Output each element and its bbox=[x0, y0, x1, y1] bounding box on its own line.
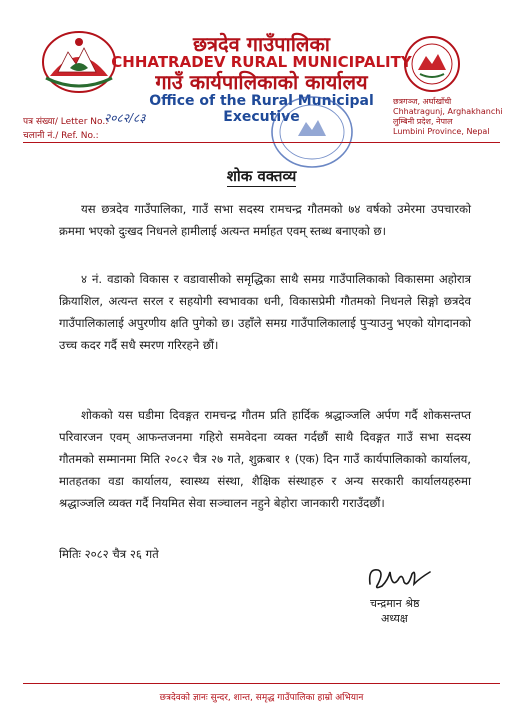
document-title-text: शोक वक्तव्य bbox=[226, 167, 297, 185]
ref-no-label: चलानी नं./ Ref. No.: bbox=[23, 131, 99, 141]
letter-no-label: पत्र संख्या/ Letter No.: bbox=[23, 117, 109, 127]
municipality-name-np: छत्रदेव गाउँपालिका bbox=[193, 32, 330, 56]
signer-role: अध्यक्ष bbox=[381, 612, 408, 625]
municipality-name-en: CHHATRADEV RURAL MUNICIPALITY bbox=[111, 53, 412, 71]
signer-name: चन्द्रमान श्रेष्ठ bbox=[370, 597, 420, 610]
footer-slogan: छत्रदेवको ज्ञानः सुन्दर, शान्त, समृद्ध गाउँपालिका हाम्रो अभियान bbox=[159, 693, 364, 703]
office-name-en: Office of the Rural Municipal Executive bbox=[149, 93, 374, 125]
office-stamp-icon bbox=[268, 92, 356, 172]
office-name-np: गाउँ कार्यपालिकाको कार्यालय bbox=[155, 70, 368, 94]
address-line: छत्रगञ्ज, अर्घाखाँची bbox=[393, 97, 452, 106]
address-line: Lumbini Province, Nepal bbox=[393, 127, 490, 136]
signature-icon bbox=[364, 558, 436, 596]
municipality-logo-icon bbox=[398, 34, 466, 94]
document-title bbox=[0, 166, 523, 186]
paragraph-1: यस छत्रदेव गाउँपालिका, गाउँ सभा सदस्य रामचन्द्र गौतमको ७४ वर्षको उमेरमा उपचारको क्रममा भएको दुःखद निधनले हामीलाई अत्यन्त मर्माहत एवम् स्तब्ध बनाएको छ। bbox=[59, 202, 471, 238]
letter-no-value: २०८२/८३ bbox=[104, 111, 146, 125]
address-line: लुम्बिनी प्रदेश, नेपाल bbox=[393, 117, 453, 126]
header-divider bbox=[23, 142, 500, 143]
nepal-emblem-icon bbox=[40, 28, 118, 94]
footer-divider bbox=[23, 683, 500, 684]
paragraph-2: ४ नं. वडाको विकास र वडावासीको समृद्धिका साथै समग्र गाउँपालिकाको विकासमा अहोरात्र क्रियाशिल, अत्यन्त सरल र सहयोगी स्वभावका धनी, विकासप्रेमी गौतमको निधनले सिङ्गो छत्रदेव गाउँपालिकालाई अपुरणीय क्षति पुगेको छ। उहाँले समग्र गाउँपालिकालाई पुऱ्याउनु भएको योगदानको उच्च कदर गर्दै सधै स्मरण गरिरहने छौं। bbox=[59, 272, 471, 352]
paragraph-3: शोकको यस घडीमा दिवङ्गत रामचन्द्र गौतम प्रति हार्दिक श्रद्धाञ्जलि अर्पण गर्दै शोकसन्तप्त परिवारजन एवम् आफन्तजनमा गहिरो समवेदना व्यक्त गर्दछौं साथै दिवङ्गत गाउँ सभा सदस्य गौतमको सम्मानमा मिति २०८२ चैत्र २७ गते, शुक्रबार १ (एक) दिन गाउँ कार्यपालिकाको कार्यालय, मातहतका वडा कार्यालय, स्वास्थ्य संस्था, शैक्षिक संस्थाहरु र अन्य सरकारी कार्यालयहरुमा श्रद्धाञ्जलि व्यक्त गर्दै नियमित सेवा सञ्चालन नहुने बेहोरा जानकारी गराउँदछौं। bbox=[59, 408, 471, 510]
address-line: Chhatragunj, Arghakhanchi bbox=[393, 107, 503, 116]
office-address bbox=[393, 97, 503, 137]
document-date: मितिः २०८२ चैत्र २६ गते bbox=[59, 547, 159, 561]
